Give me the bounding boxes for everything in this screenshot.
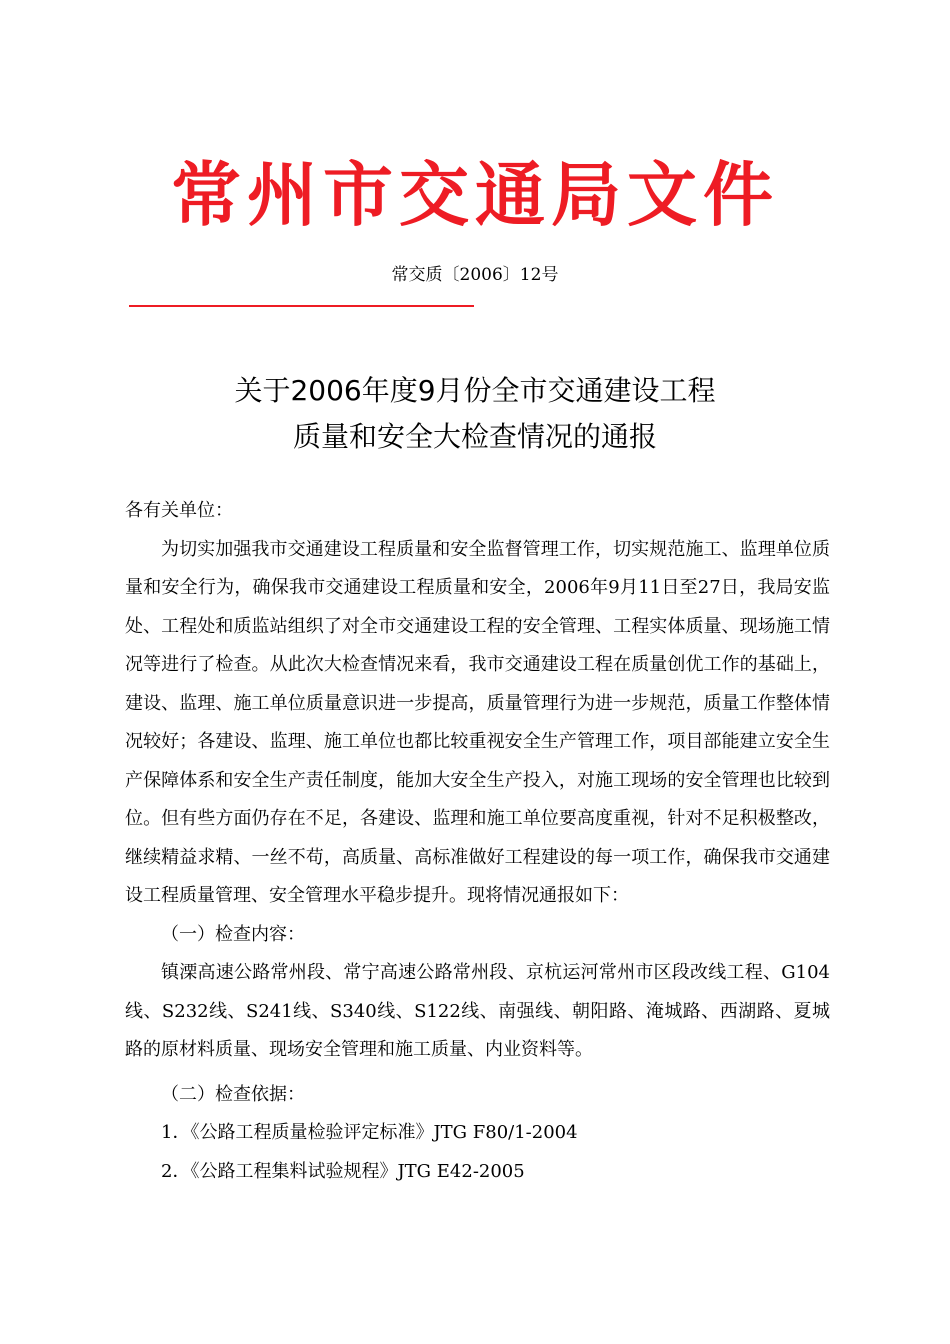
salutation: 各有关单位：: [125, 500, 233, 521]
section-1-heading: （一）检查内容：: [161, 923, 305, 945]
basis-item: 1．《公路工程质量检验评定标准》JTG F80/1-2004: [161, 1122, 578, 1143]
section-2-heading: （二）检查依据：: [161, 1083, 305, 1105]
header-divider-line: [129, 305, 474, 307]
document-number: 常交质〔2006〕12号: [391, 265, 559, 285]
notice-title-line-2: 质量和安全大检查情况的通报: [292, 420, 657, 453]
intro-paragraph: 为切实加强我市交通建设工程质量和安全监督管理工作，切实规范施工、监理单位质量和安全行为，确保我市交通建设工程质量和安全，2006年9月11日至27日，我局安监处、工程处和质监站组织了对全市交通建设工程的安全管理、工程实体质量、现场施工情况等进行了检查。从此次大检查情况来看，我市交通建设工程在质量创优工作的基础上，建设、监理、施工单位质量意识进一步提高，质量管理行为进一步规范，质量工作整体情况较好；各建设、监理、施工单位也都比较重视安全生产管理工作，项目部能建立安全生产保障体系和安全生产责任制度，能加大安全生产投入，对施工现场的安全管理也比较到位。但有些方面仍存在不足，各建设、监理和施工单位要高度重视，针对不足积极整改，继续精益求精、一丝不苟，高质量、高标准做好工程建设的每一项工作，确保我市交通建设工程质量管理、安全管理水平稳步提升。现将情况通报如下：: [125, 538, 830, 906]
document-body: [125, 492, 830, 1191]
notice-title: [0, 368, 950, 460]
document-header-title: 常州市交通局文件: [171, 153, 779, 236]
basis-item: 2．《公路工程集料试验规程》JTG E42-2005: [161, 1160, 525, 1182]
section-1-content: 镇溧高速公路常州段、常宁高速公路常州段、京杭运河常州市区段改线工程、G104线、S232线、S241线、S340线、S122线、南强线、朝阳路、淹城路、西湖路、夏城路的原材料质量、现场安全管理和施工质量、内业资料等。: [125, 962, 830, 1060]
notice-title-line-1: 关于2006年度9月份全市交通建设工程: [234, 374, 716, 407]
